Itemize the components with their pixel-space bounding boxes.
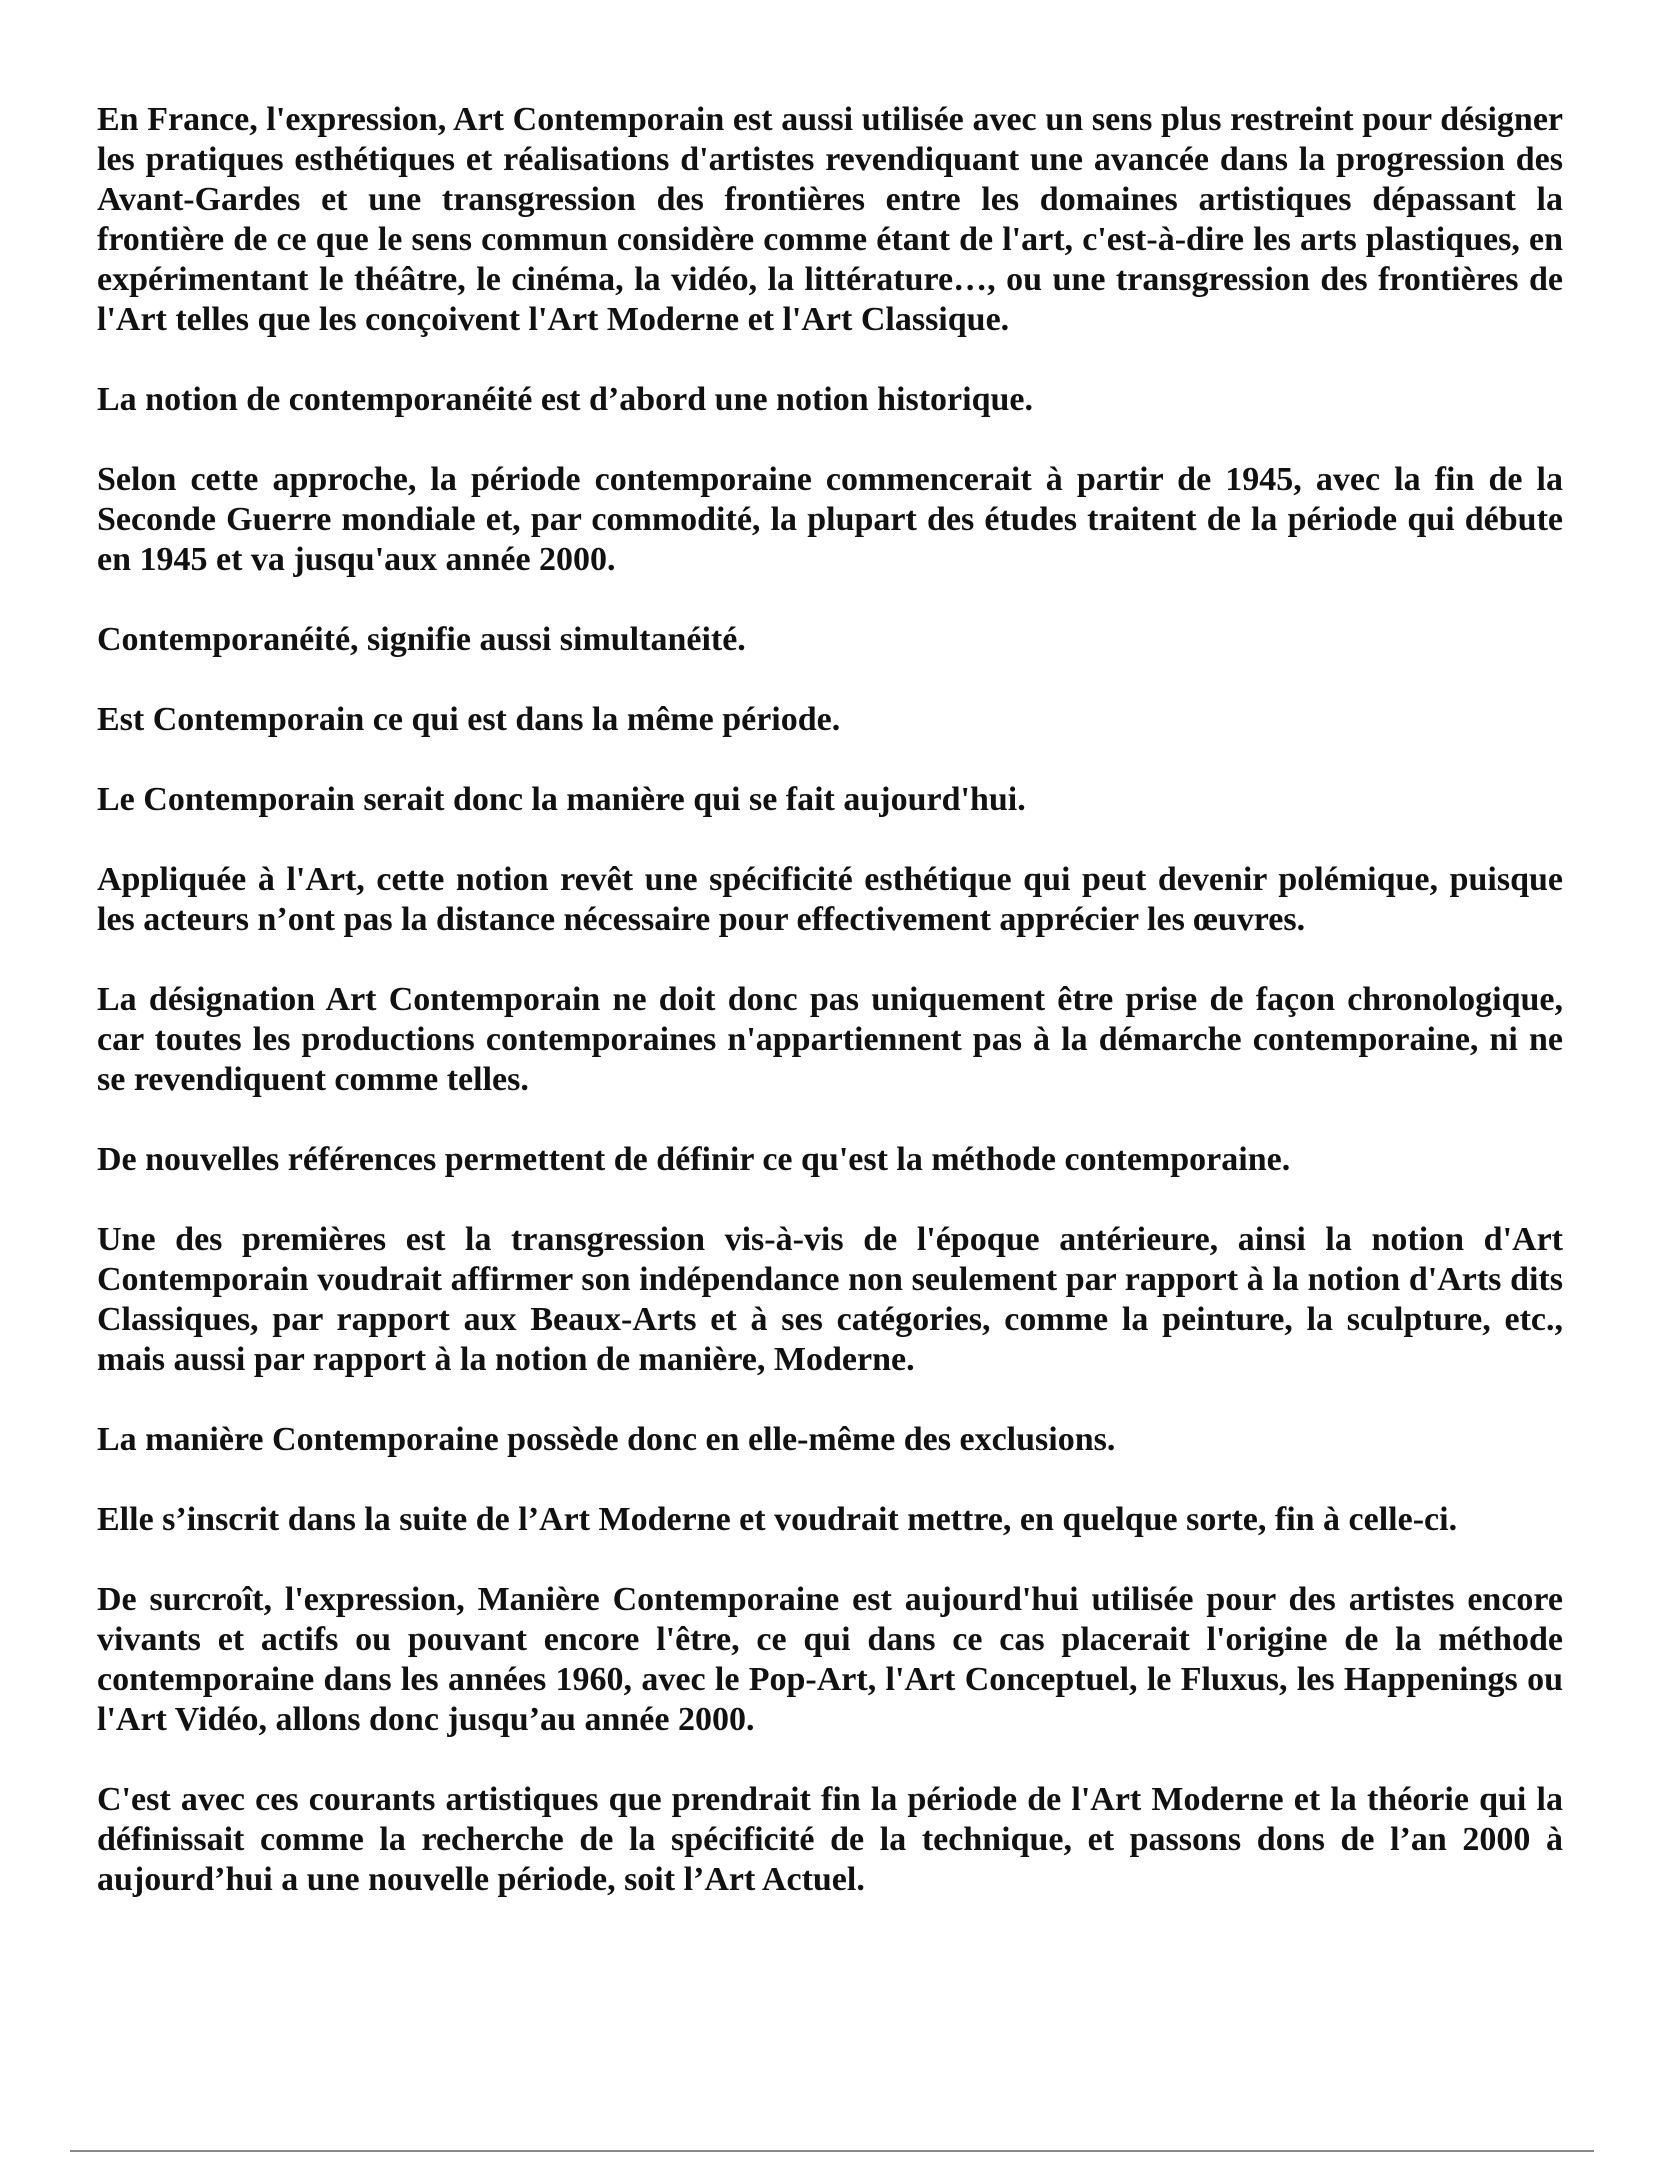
paragraph-9: De nouvelles références permettent de définir ce qu'est la méthode contemporaine.	[97, 1141, 1291, 1178]
paragraph-11: La manière Contemporaine possède donc en elle-même des exclusions.	[97, 1421, 1116, 1458]
bottom-divider	[70, 2150, 1594, 2152]
paragraph-13: De surcroît, l'expression, Manière Contemporaine est aujourd'hui utilisée pour des artistes encore vivants et actifs ou pouvant encore l'être, ce qui dans ce cas placerait l'origine de la méthode contemporaine dans les années 1960, avec le Pop-Art, l'Art Conceptuel, le Fluxus, les Happenings ou l'Art Vidéo, allons donc jusqu’au année 2000.	[97, 1581, 1563, 1738]
paragraph-2: La notion de contemporanéité est d’abord une notion historique.	[97, 381, 1033, 418]
paragraph-14: C'est avec ces courants artistiques que prendrait fin la période de l'Art Moderne et la théorie qui la définissait comme la recherche de la spécificité de la technique, et passons dons de l’an 2000 à aujourd’hui a une nouvelle période, soit l’Art Actuel.	[97, 1781, 1563, 1898]
paragraph-3: Selon cette approche, la période contemporaine commencerait à partir de 1945, avec la fin de la Seconde Guerre mondiale et, par commodité, la plupart des études traitent de la période qui débute en 1945 et va jusqu'aux année 2000.	[97, 461, 1563, 578]
paragraph-8: La désignation Art Contemporain ne doit donc pas uniquement être prise de façon chronologique, car toutes les productions contemporaines n'appartiennent pas à la démarche contemporaine, ni ne se revendiquent comme telles.	[97, 981, 1563, 1098]
paragraph-7: Appliquée à l'Art, cette notion revêt une spécificité esthétique qui peut devenir polémique, puisque les acteurs n’ont pas la distance nécessaire pour effectivement apprécier les œuvres.	[97, 861, 1563, 938]
paragraph-10: Une des premières est la transgression vis-à-vis de l'époque antérieure, ainsi la notion d'Art Contemporain voudrait affirmer son indépendance non seulement par rapport à la notion d'Arts dits Classiques, par rapport aux Beaux-Arts et à ses catégories, comme la peinture, la sculpture, etc., mais aussi par rapport à la notion de manière, Moderne.	[97, 1221, 1563, 1378]
paragraph-6: Le Contemporain serait donc la manière qui se fait aujourd'hui.	[97, 781, 1026, 818]
paragraph-1: En France, l'expression, Art Contemporain est aussi utilisée avec un sens plus restreint pour désigner les pratiques esthétiques et réalisations d'artistes revendiquant une avancée dans la progression des Avant-Gardes et une transgression des frontières entre les domaines artistiques dépassant la frontière de ce que le sens commun considère comme étant de l'art, c'est-à-dire les arts plastiques, en expérimentant le théâtre, le cinéma, la vidéo, la littérature…, ou une transgression des frontières de l'Art telles que les conçoivent l'Art Moderne et l'Art Classique.	[97, 101, 1563, 338]
paragraph-5: Est Contemporain ce qui est dans la même période.	[97, 701, 841, 738]
paragraph-12: Elle s’inscrit dans la suite de l’Art Moderne et voudrait mettre, en quelque sorte, fin à celle-ci.	[97, 1501, 1458, 1538]
document-body	[97, 100, 1563, 1940]
paragraph-4: Contemporanéité, signifie aussi simultanéité.	[97, 621, 746, 658]
